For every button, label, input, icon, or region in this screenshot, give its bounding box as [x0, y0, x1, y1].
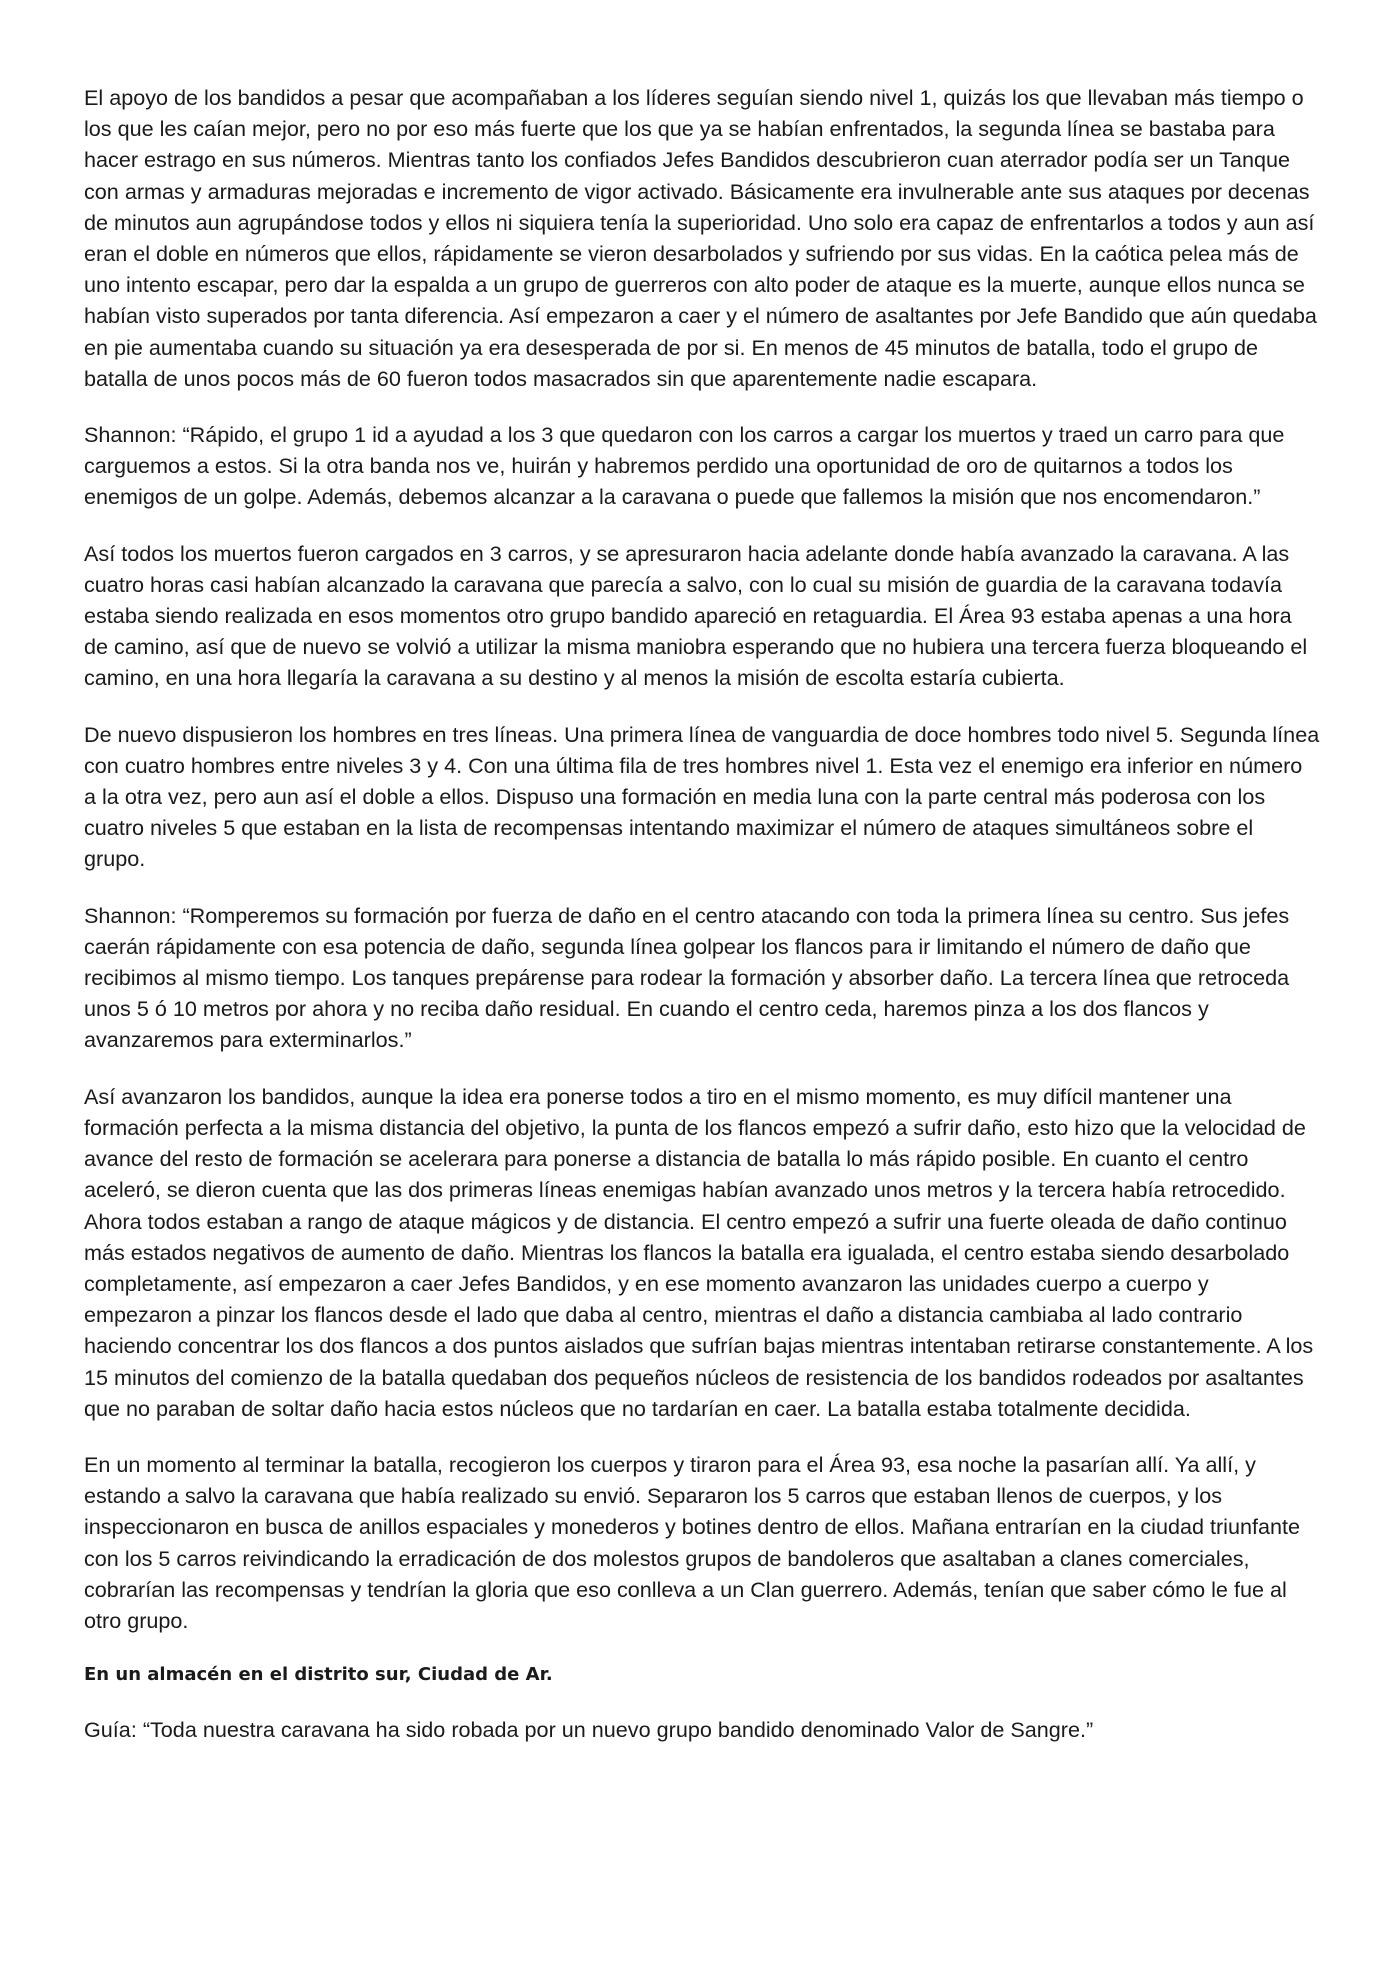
paragraph-bandit-support: El apoyo de los bandidos a pesar que acompañaban a los líderes seguían siendo nivel 1, quizás los que llevaban más tiempo o los que les caían mejor, pero no por eso más fuerte que los que ya se habían enfrentados, la segunda línea se bastaba para hacer estrago en sus números. Mientras tanto los confiados Jefes Bandidos descubrieron cuan aterrador podía ser un Tanque con armas y armaduras mejoradas e incremento de vigor activado. Básicamente era invulnerable ante sus ataques por decenas de minutos aun agrupándose todos y ellos ni siquiera tenía la superioridad. Uno solo era capaz de enfrentarlos a todos y aun así eran el doble en números que ellos, rápidamente se vieron desarbolados y sufriendo por sus vidas. En la caótica pelea más de uno intento escapar, pero dar la espalda a un grupo de guerreros con alto poder de ataque es la muerte, aunque ellos nunca se habían visto superados por tanta diferencia. Así empezaron a caer y el número de asaltantes por Jefe Bandido que aún quedaba en pie aumentaba cuando su situación ya era desesperada de por si. En menos de 45 minutos de batalla, todo el grupo de batalla de unos pocos más de 60 fueron todos masacrados sin que aparentemente nadie escapara. [84, 85, 1317, 391]
paragraph-three-lines: De nuevo dispusieron los hombres en tres líneas. Una primera línea de vanguardia de doce hombres todo nivel 5. Segunda línea con cuatro hombres entre niveles 3 y 4. Con una última fila de tres hombres nivel 1. Esta vez el enemigo era inferior en número a la otra vez, pero aun así el doble a ellos. Dispuso una formación en media luna con la parte central más poderosa con los cuatro niveles 5 que estaban en la lista de recompensas intentando maximizar el número de ataques simultáneos sobre el grupo. [84, 721, 1320, 872]
paragraph-guide-dialogue: Guía: “Toda nuestra caravana ha sido robada por un nuevo grupo bandido denominado Valor de Sangre.” [84, 1717, 1094, 1743]
paragraph-shannon-orders-2: Shannon: “Romperemos su formación por fuerza de daño en el centro atacando con toda la primera línea su centro. Sus jefes caerán rápidamente con esa potencia de daño, segunda línea golpear los flancos para ir limitando el número de daño que recibimos al mismo tiempo. Los tanques prepárense para rodear la formación y absorber daño. La tercera línea que retroceda unos 5 ó 10 metros por ahora y no reciba daño residual. En cuando el centro ceda, haremos pinza a los dos flancos y avanzaremos para exterminarlos.” [84, 902, 1290, 1053]
paragraph-aftermath: En un momento al terminar la batalla, recogieron los cuerpos y tiraron para el Área 93, esa noche la pasarían allí. Ya allí, y estando a salvo la caravana que había realizado su envió. Separaron los 5 carros que estaban llenos de cuerpos, y los inspeccionaron en busca de anillos espaciales y monederos y botines dentro de ellos. Mañana entrarían en la ciudad triunfante con los 5 carros reivindicando la erradicación de dos molestos grupos de bandoleros que asaltaban a clanes comerciales, cobrarían las recompensas y tendrían la gloria que eso conlleva a un Clan guerrero. Además, tenían que saber cómo le fue al otro grupo. [84, 1451, 1301, 1633]
paragraph-caravan-pursuit: Así todos los muertos fueron cargados en 3 carros, y se apresuraron hacia adelante donde había avanzado la caravana. A las cuatro horas casi habían alcanzado la caravana que parecía a salvo, con lo cual su misión de guardia de la caravana todavía estaba siendo realizada en esos momentos otro grupo bandido apareció en retaguardia. El Área 93 estaba apenas a una hora de camino, así que de nuevo se volvió a utilizar la misma maniobra esperando que no hubiera una tercera fuerza bloqueando el camino, en una hora llegaría la caravana a su destino y al menos la misión de escolta estaría cubierta. [84, 540, 1308, 691]
scene-heading: En un almacén en el distrito sur, Ciudad de Ar. [84, 1664, 553, 1686]
paragraph-battle: Así avanzaron los bandidos, aunque la idea era ponerse todos a tiro en el mismo momento, es muy difícil mantener una formación perfecta a la misma distancia del objetivo, la punta de los flancos empezó a sufrir daño, esto hizo que la velocidad de avance del resto de formación se acelerara para ponerse a distancia de batalla lo más rápido posible. En cuanto el centro aceleró, se dieron cuenta que las dos primeras líneas enemigas habían avanzado unos metros y la tercera había retrocedido. Ahora todos estaban a rango de ataque mágicos y de distancia. El centro empezó a sufrir una fuerte oleada de daño continuo más estados negativos de aumento de daño. Mientras los flancos la batalla era igualada, el centro estaba siendo desarbolado completamente, así empezaron a caer Jefes Bandidos, y en ese momento avanzaron las unidades cuerpo a cuerpo y empezaron a pinzar los flancos desde el lado que daba al centro, mientras el daño a distancia cambiaba al lado contrario haciendo concentrar los dos flancos a dos puntos aislados que sufrían bajas mientras intentaban retirarse constantemente. A los 15 minutos del comienzo de la batalla quedaban dos pequeños núcleos de resistencia de los bandidos rodeados por asaltantes que no paraban de soltar daño hacia estos núcleos que no tardarían en caer. La batalla estaba totalmente decidida. [84, 1083, 1314, 1421]
paragraph-shannon-orders-1: Shannon: “Rápido, el grupo 1 id a ayudad a los 3 que quedaron con los carros a cargar los muertos y traed un carro para que carguemos a estos. Si la otra banda nos ve, huirán y habremos perdido una oportunidad de oro de quitarnos a todos los enemigos de un golpe. Además, debemos alcanzar a la caravana o puede que fallemos la misión que nos encomendaron.” [84, 422, 1285, 510]
